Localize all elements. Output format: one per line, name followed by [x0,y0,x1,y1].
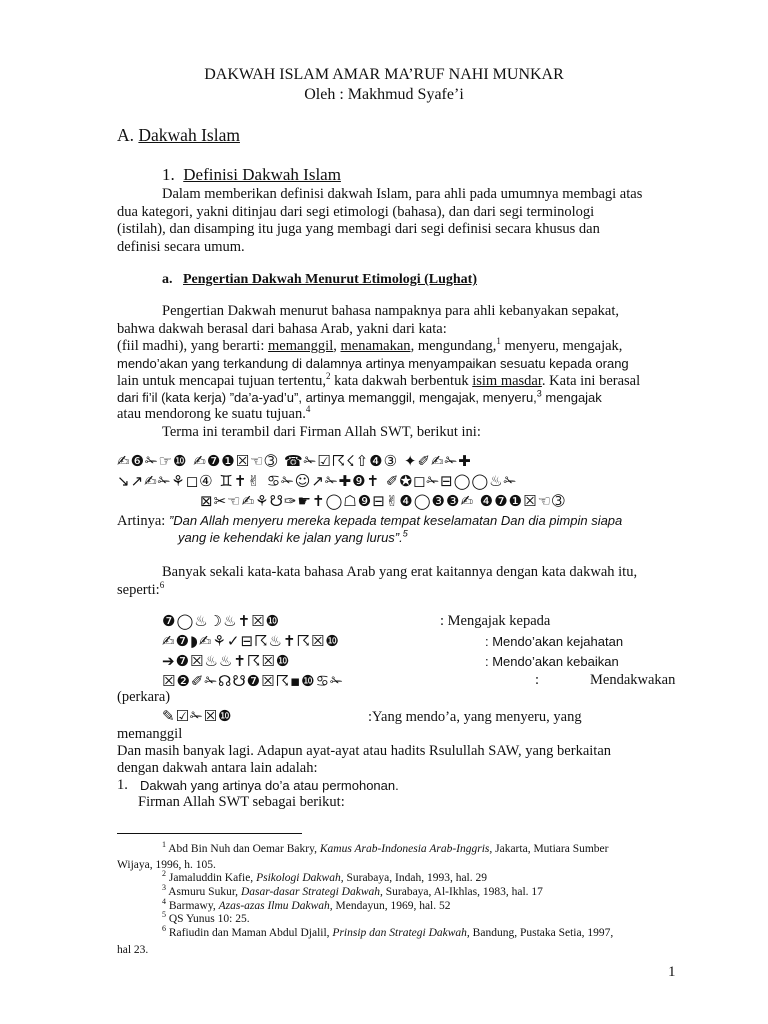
paragraph-line: (istilah), dan disamping itu juga yang membagi dari segi definisi secara khusus dan [117,221,600,237]
arabic-verse-line: ✍❻✁☞❿ ✍❼❶☒☜➂ ☎✁☑☈☇⇧❹③ ✦✐✍✁✚ [117,452,472,470]
footnote-text: Jamaluddin Kafie, [166,872,257,884]
footnote-ref[interactable]: 4 [305,404,311,415]
paragraph-line [117,582,164,599]
underlined-word: menamakan [340,338,411,354]
arabic-word: ✎☑✁☒❿ [162,707,233,725]
paragraph-line [117,390,602,405]
paragraph-line: dua kategori, yakni ditinjau dari segi etimologi (bahasa), dan dari segi terminologi [117,204,595,220]
footnote-text: Barmawy, [166,900,219,912]
text-run: lain untuk mencapai tujuan tertentu, [117,373,326,389]
list-item-subtext: Firman Allah SWT sebagai berikut: [138,794,345,810]
footnote-line [162,842,609,856]
footnote-number: 4 [162,897,166,907]
subsection-number: 1. [162,165,175,184]
word-meaning: :Yang mendo’a, yang menyeru, yang [368,709,582,725]
footnote-ref[interactable]: 6 [159,580,165,591]
paragraph-line: dengan dakwah antara lain adalah: [117,760,318,776]
footnote-text: Asmuru Sukur, [166,886,241,898]
footnote-text: Rafiudin dan Maman Abdul Djalil, [166,927,333,939]
footnote-text: Jakarta, Mutiara Sumber [492,843,609,855]
footnote-book-title: Psikologi Dakwah, [256,872,344,884]
text-run: , mengundang, [410,338,497,354]
paragraph-line: mendo’akan yang terkandung di dalamnya artinya menyampaikan sesuatu kepada orang [117,356,629,371]
text-run: kata dakwah berbentuk [330,373,473,389]
page-number: 1 [668,964,676,980]
text-run: (fiil madhi), yang berarti: [117,338,268,354]
footnote-text: hal 23. [117,944,149,956]
section-number: A. [117,125,135,145]
section-title: Dakwah Islam [138,125,240,145]
underlined-word: memanggil [268,338,334,354]
paragraph-line [117,338,622,355]
paragraph-line: (perkara) [117,689,171,705]
paragraph-line [117,373,640,390]
document-title: DAKWAH ISLAM AMAR MA’RUF NAHI MUNKAR [204,66,564,83]
footnote-ref[interactable]: 3 [536,388,542,399]
arabic-verse-line: ⊠✂☜✍⚘☋✑☛✝◯☖❾⊟✌❹◯❸❸✍ ❹❼❶☒☜➂ [200,492,566,510]
footnote-text: Surabaya, Al-Ikhlas, 1983, hal. 17 [382,886,543,898]
text-run: menyeru, mengajak, [500,338,623,354]
footnote-ref[interactable]: 5 [402,528,408,539]
section-heading-a [117,125,240,146]
footnote-ref[interactable]: 1 [496,336,501,347]
text-run: mengajak [541,390,602,405]
translation-line [178,530,408,545]
text-run: dari fi’il (kata kerja) ”da’a-yad’u”, artinya memanggil, mengajak, menyeru, [117,390,537,405]
translation-text: ”Dan Allah menyeru mereka kepada tempat keselamatan Dan dia pimpin siapa [168,513,623,528]
paragraph-line: Dalam memberikan definisi dakwah Islam, para ahli pada umumnya membagi atas [162,186,643,202]
arabic-word: ➔❼☒♨♨✝☈☒❿ [162,652,291,670]
footnote-number: 6 [162,924,166,934]
word-meaning: : Mengajak kepada [440,613,551,629]
subsection-heading-1 [162,165,341,185]
footnote-number: 3 [162,883,166,893]
footnote-line [162,885,543,899]
document-author: Oleh : Makhmud Syafe’i [304,86,464,103]
text-run: , [333,338,341,354]
word-meaning: Mendakwakan [590,672,676,688]
footnote-book-title: Kamus Arab-Indonesia Arab-Inggris, [319,843,493,855]
footnote-number: 5 [162,910,166,920]
arabic-verse-line: ↘↗✍✁⚘◻④ ♊✝✌ ♋✁☺↗✁✚❾✝ ✐✪◻✁⊟◯◯♨✁ [117,472,518,490]
footnote-ref[interactable]: 2 [325,371,331,382]
footnote-text: Wijaya, 1996, h. 105. [117,859,216,871]
paragraph-line [117,406,310,423]
footnote-line [117,943,148,957]
footnote-book-title: Azas-azas Ilmu Dakwah, [218,900,333,912]
paragraph-line: bahwa dakwah berasal dari bahasa Arab, yakni dari kata: [117,321,447,337]
arabic-word: ✍❼◗✍⚘✓⊟☈♨✝☈☒❿ [162,632,340,650]
word-meaning: : Mendo’akan kejahatan [485,634,624,649]
list-item-text: Dakwah yang artinya do’a atau permohonan. [140,778,399,793]
footnote-text: Abd Bin Nuh dan Oemar Bakry, [166,843,320,855]
underlined-word: isim masdar [472,373,542,389]
paragraph-line: Pengertian Dakwah menurut bahasa nampaknya para ahli kebanyakan sepakat, [162,303,619,319]
subheading-a [162,272,477,288]
footnote-line [117,858,216,872]
footnote-text: Surabaya, Indah, 1993, hal. 29 [343,872,487,884]
subsection-title: Definisi Dakwah Islam [183,165,341,184]
translation-label: Artinya: [117,513,169,529]
paragraph-line: memanggil [117,726,183,742]
footnote-text: QS Yunus 10: 25. [166,913,250,925]
paragraph-line: Banyak sekali kata-kata bahasa Arab yang erat kaitannya dengan kata dakwah itu, [162,564,638,580]
arabic-word: ☒❷✐✁☊☋❼☒☈▪❿♋✁ [162,672,344,690]
footnote-line [162,899,451,913]
translation-text: yang ie kehendaki ke jalan yang lurus”. [178,530,403,545]
paragraph-line: definisi secara umum. [117,239,245,255]
footnote-text: Mendayun, 1969, hal. 52 [332,900,451,912]
footnote-text: Bandung, Pustaka Setia, 1997, [469,927,614,939]
text-run: seperti: [117,582,160,598]
subheading-title: Pengertian Dakwah Menurut Etimologi (Lughat) [183,272,477,287]
paragraph-line: Dan masih banyak lagi. Adapun ayat-ayat atau hadits Rsulullah SAW, yang berkaitan [117,743,611,759]
word-meaning: : [535,672,540,688]
footnote-number: 2 [162,869,166,879]
translation-line [117,513,622,530]
arabic-word: ❼◯♨☽♨✝☒❿ [162,612,281,630]
footnote-book-title: Dasar-dasar Strategi Dakwah, [240,886,383,898]
footnote-number: 1 [162,840,166,850]
word-meaning: : Mendo’akan kebaikan [485,654,619,669]
text-run: . Kata ini berasal [541,373,641,389]
list-item-number: 1. [117,777,128,793]
footnote-line [162,871,487,885]
text-run: atau mendorong ke suatu tujuan. [117,406,306,422]
paragraph-line: Terma ini terambil dari Firman Allah SWT, berikut ini: [162,424,481,440]
footnote-book-title: Prinsip dan Strategi Dakwah, [332,927,470,939]
subheading-number: a. [162,272,173,287]
footnote-line [162,926,613,940]
footnote-separator [117,833,302,834]
footnote-line [162,912,250,926]
